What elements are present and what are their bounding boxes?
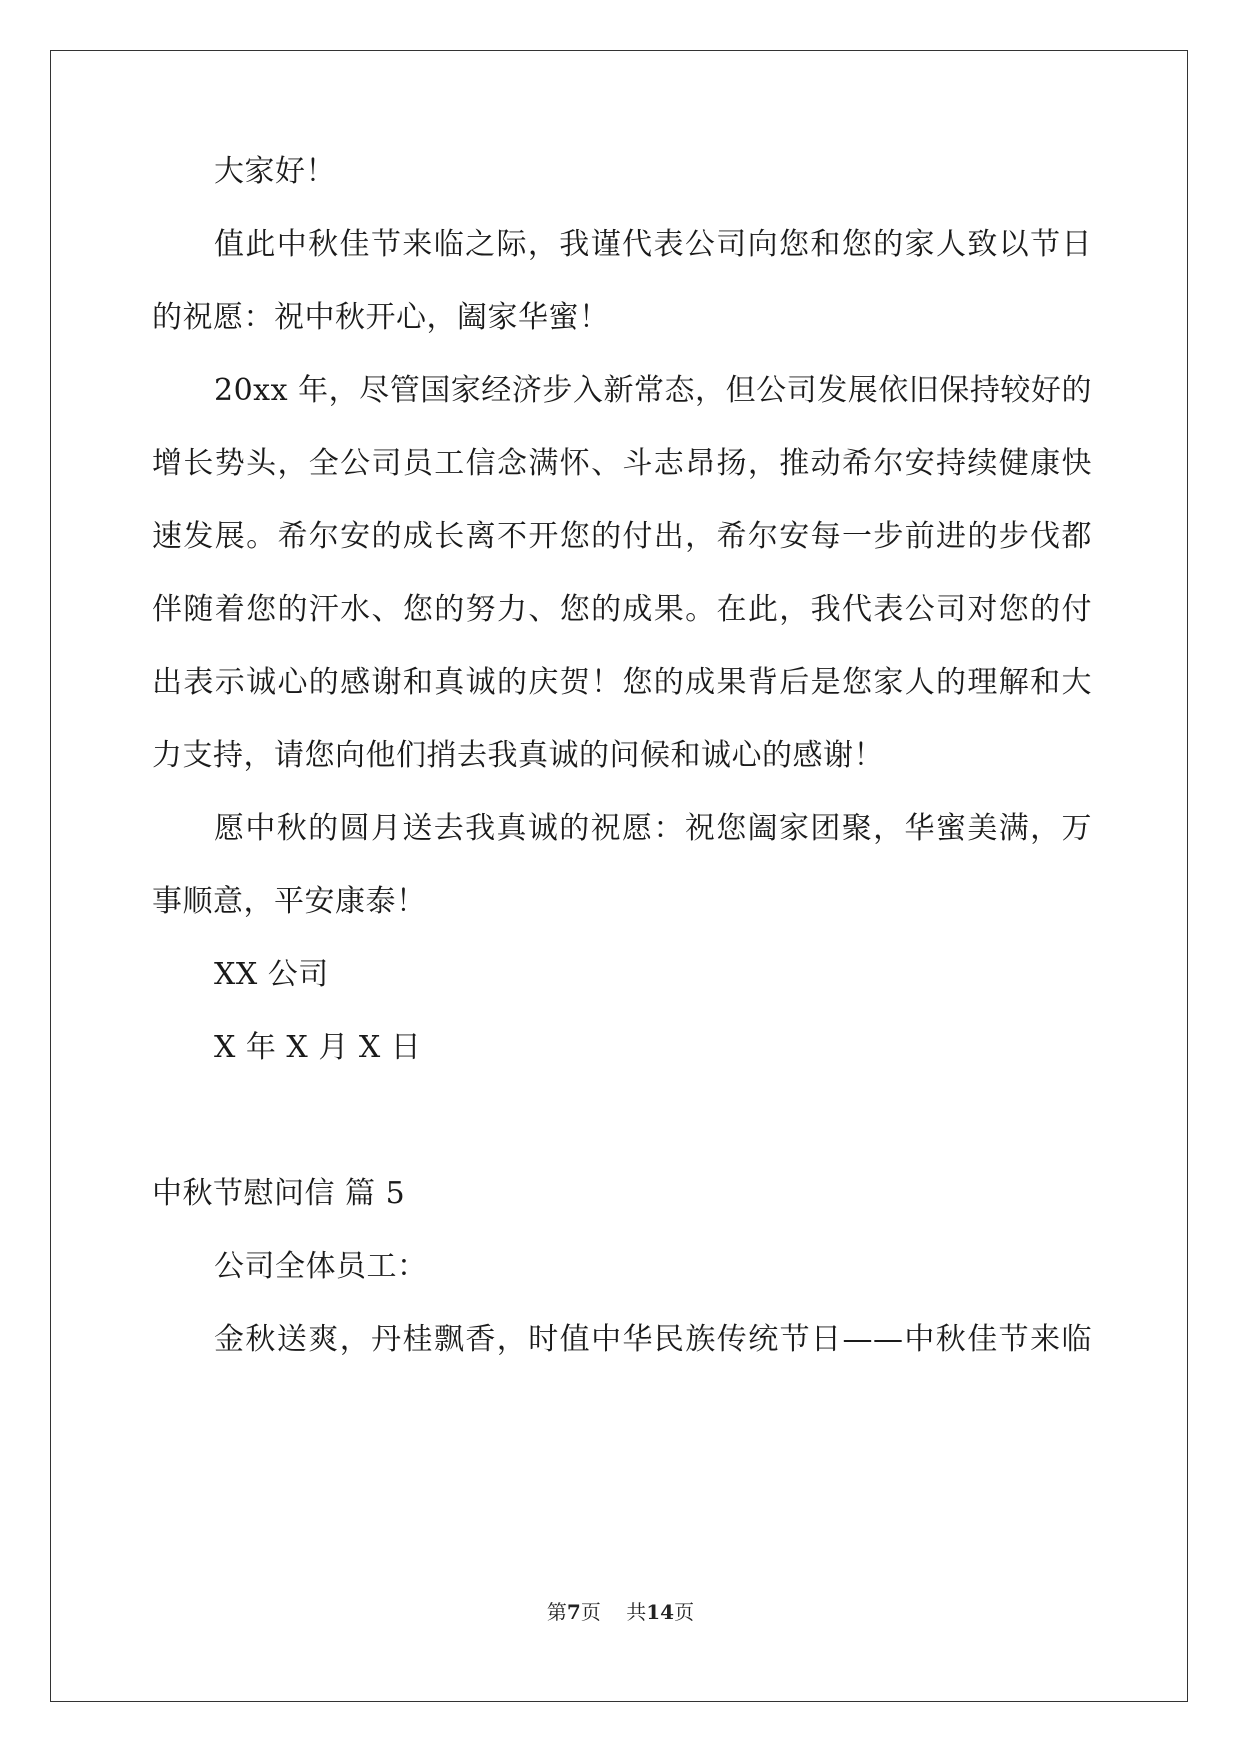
signature: XX 公司 (214, 957, 329, 992)
current-page-number: 7 (566, 1600, 581, 1624)
footer-total-prefix: 共 (626, 1600, 647, 1624)
paragraph-line: 的祝愿：祝中秋开心，阖家华蜜！ (152, 300, 610, 335)
paragraph-line: 速发展。希尔安的成长离不开您的付出，希尔安每一步前进的步伐都 (152, 519, 1092, 554)
footer-total-suffix: 页 (674, 1600, 695, 1624)
paragraph-line: 20xx 年，尽管国家经济步入新常态，但公司发展依旧保持较好的 (214, 373, 1092, 408)
paragraph-line: 力支持，请您向他们捎去我真诚的问候和诚心的感谢！ (152, 738, 884, 773)
footer-prefix: 第 (546, 1600, 567, 1624)
paragraph-line: 出表示诚心的感谢和真诚的庆贺！您的成果背后是您家人的理解和大 (152, 665, 1092, 700)
footer-page-suffix: 页 (580, 1600, 601, 1624)
salutation: 公司全体员工： (214, 1249, 428, 1284)
paragraph-line: 增长势头，全公司员工信念满怀、斗志昂扬，推动希尔安持续健康快 (152, 446, 1092, 481)
total-page-count: 14 (646, 1600, 675, 1624)
paragraph-line: 事顺意，平安康泰！ (152, 884, 427, 919)
paragraph-line: 金秋送爽，丹桂飘香，时值中华民族传统节日——中秋佳节来临 (214, 1322, 1092, 1357)
paragraph-line: 愿中秋的圆月送去我真诚的祝愿：祝您阖家团聚，华蜜美满，万 (214, 811, 1092, 846)
paragraph-line: 伴随着您的汗水、您的努力、您的成果。在此，我代表公司对您的付 (152, 592, 1092, 627)
paragraph-line: 值此中秋佳节来临之际，我谨代表公司向您和您的家人致以节日 (214, 227, 1092, 262)
page-footer (0, 1600, 1241, 1624)
greeting: 大家好！ (214, 154, 336, 189)
section-title: 中秋节慰问信 篇 5 (152, 1176, 406, 1211)
date: X 年 X 月 X 日 (214, 1030, 422, 1065)
